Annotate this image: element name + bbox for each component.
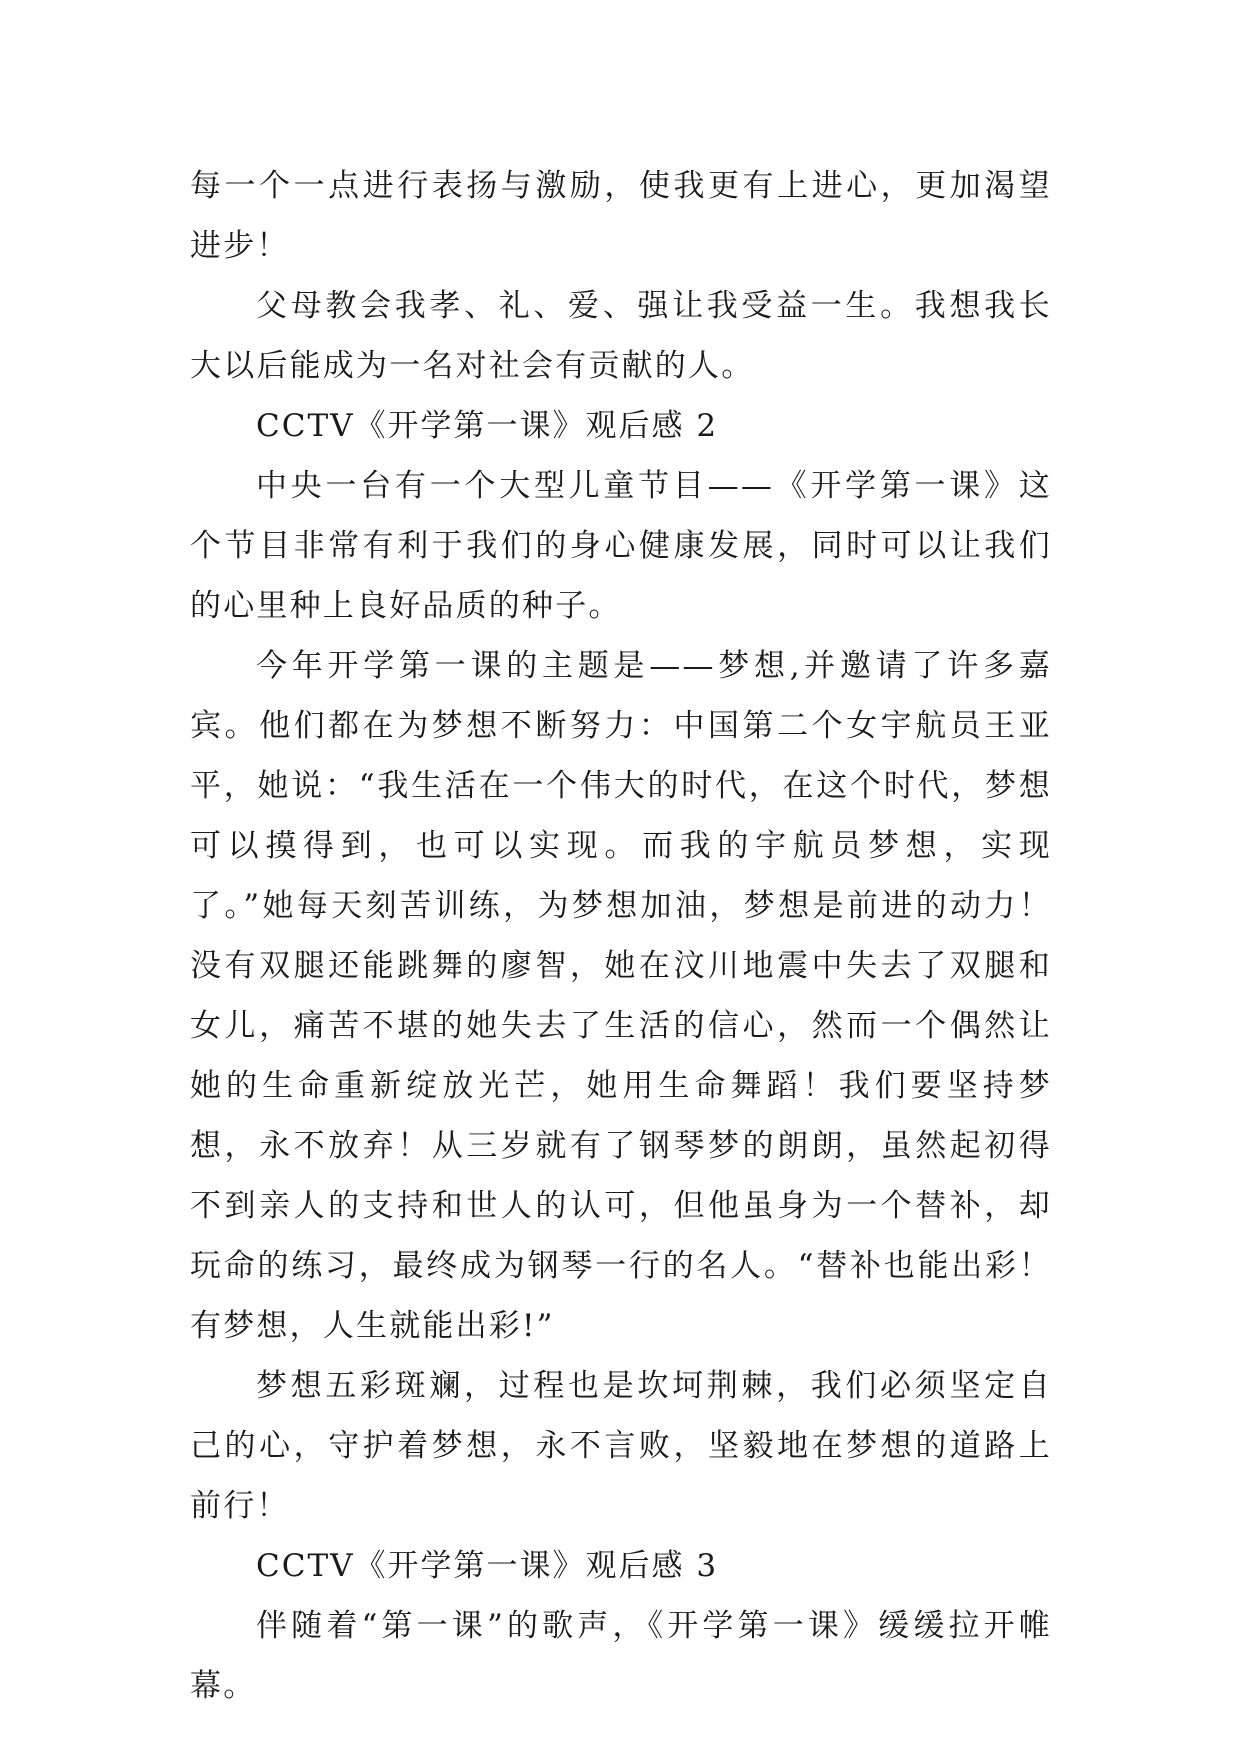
section-heading-2: CCTV《开学第一课》观后感 2 (256, 408, 719, 444)
paragraph-parents-teaching: 父母教会我孝、礼、爱、强让我受益一生。我想我长大以后能成为一名对社会有贡献的人。 (190, 288, 1052, 384)
section-heading-3: CCTV《开学第一课》观后感 3 (256, 1548, 719, 1584)
document-page (190, 156, 1052, 1716)
paragraph-dream-theme: 今年开学第一课的主题是——梦想,并邀请了许多嘉宾。他们都在为梦想不断努力：中国第二个女宇航员王亚平，她说：“我生活在一个伟大的时代，在这个时代，梦想可以摸得到，也可以实现。而我的宇航员梦想，实现了。”她每天刻苦训练，为梦想加油，梦想是前进的动力！没有双腿还能跳舞的廖智，她在汶川地震中失去了双腿和女儿，痛苦不堪的她失去了生活的信心，然而一个偶然让她的生命重新绽放光芒，她用生命舞蹈！我们要坚持梦想，永不放弃！从三岁就有了钢琴梦的朗朗，虽然起初得不到亲人的支持和世人的认可，但他虽身为一个替补，却玩命的练习，最终成为钢琴一行的名人。“替补也能出彩！有梦想，人生就能出彩!” (190, 648, 1052, 1344)
paragraph-praise-progress: 每一个一点进行表扬与激励，使我更有上进心，更加渴望进步！ (190, 168, 1052, 264)
paragraph-opening-song: 伴随着“第一课”的歌声，《开学第一课》缓缓拉开帷幕。 (190, 1608, 1052, 1704)
paragraph-dream-conclusion: 梦想五彩斑斓，过程也是坎坷荆棘，我们必须坚定自己的心，守护着梦想，永不言败，坚毅地在梦想的道路上前行！ (190, 1368, 1052, 1524)
paragraph-program-intro: 中央一台有一个大型儿童节目——《开学第一课》这个节目非常有利于我们的身心健康发展，同时可以让我们的心里种上良好品质的种子。 (190, 468, 1052, 624)
